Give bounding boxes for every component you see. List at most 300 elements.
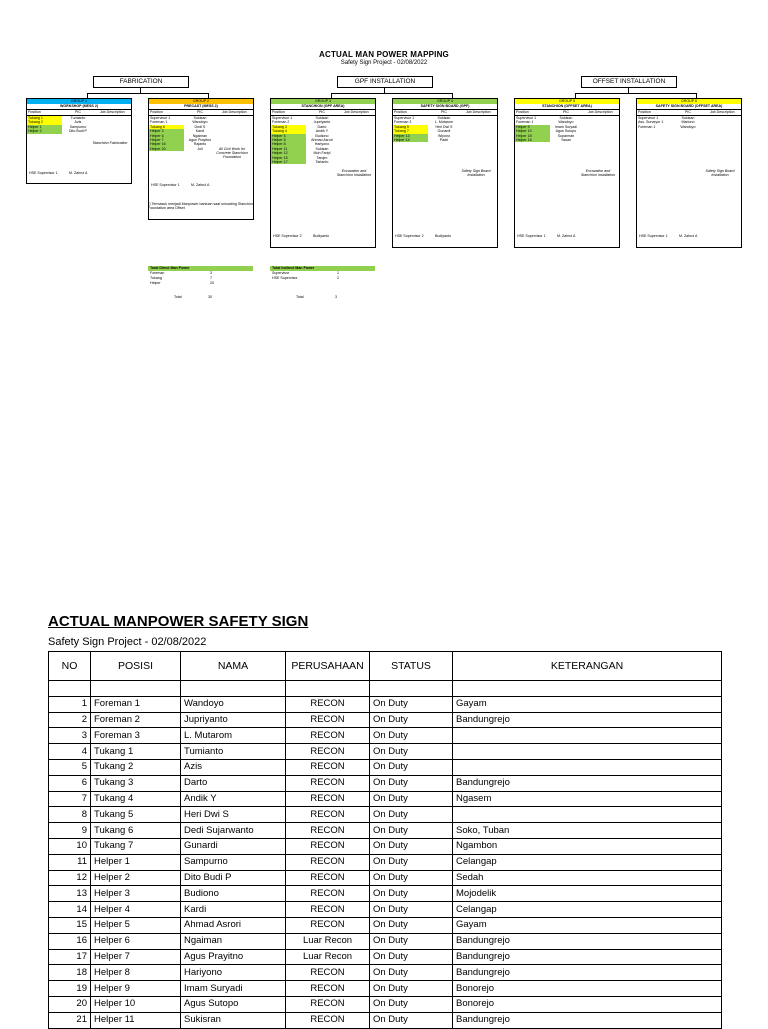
- member-position: Foreman 2: [272, 120, 290, 125]
- cell-posisi: Helper 4: [91, 902, 181, 918]
- cell-posisi: Tukang 1: [91, 744, 181, 760]
- member-position: Tukang 2: [27, 120, 62, 124]
- cell-nama: Sampurno: [181, 854, 286, 870]
- job-description: Safety Sign Board Installation: [461, 169, 491, 178]
- member-position: Helper 12: [271, 151, 306, 155]
- cell-perusahaan: RECON: [286, 791, 370, 807]
- group-col-header: Position: [272, 110, 285, 114]
- cell-no: 10: [49, 838, 91, 854]
- summary-label: HSE Supervisor: [272, 276, 298, 280]
- member-position: Helper 20: [149, 147, 184, 151]
- cell-posisi: Helper 5: [91, 917, 181, 933]
- member-pic: Tarqim: [316, 155, 328, 160]
- member-pic: Tumianto: [70, 116, 86, 120]
- group-member-row: [637, 125, 741, 129]
- cell-perusahaan: RECON: [286, 838, 370, 854]
- indirect-summary-title: Total Indirect Man Power: [270, 266, 375, 271]
- member-pic: Juli: [197, 146, 203, 151]
- member-pic: Padri: [439, 137, 449, 142]
- cell-perusahaan: RECON: [286, 870, 370, 886]
- cell-status: On Duty: [370, 949, 453, 965]
- table-row: [49, 728, 722, 744]
- member-pic: Tarianto: [315, 159, 329, 164]
- group-box: [636, 98, 742, 248]
- member-pic: Darto: [317, 124, 327, 129]
- member-position: Tukang 6: [149, 125, 184, 129]
- table-row: [49, 823, 722, 839]
- cell-status: On Duty: [370, 870, 453, 886]
- member-position: Helper 9: [515, 125, 550, 129]
- member-position: Helper 2: [27, 129, 62, 133]
- cell-no: 3: [49, 728, 91, 744]
- cell-perusahaan: Luar Recon: [286, 949, 370, 965]
- member-position: Tukang 4: [271, 129, 306, 133]
- connector: [331, 93, 453, 94]
- cell-no: 18: [49, 965, 91, 981]
- table-row: [49, 965, 722, 981]
- group-box: [514, 98, 620, 248]
- member-position: Helper 8: [271, 142, 306, 146]
- group-col-header: Job Description: [709, 110, 735, 114]
- connector: [575, 93, 697, 94]
- cell-posisi: Foreman 2: [91, 712, 181, 728]
- group-label: GROUP 4: [393, 99, 497, 104]
- group-box: [392, 98, 498, 248]
- cell-perusahaan: RECON: [286, 728, 370, 744]
- cell-no: 14: [49, 902, 91, 918]
- table-row: [49, 696, 722, 712]
- hse-supervisor-role: HSE Supervisor 2: [273, 234, 302, 238]
- member-position: Helper 1: [27, 125, 62, 129]
- cell-keterangan: Ngambon: [453, 838, 722, 854]
- member-pic: Sampurno: [69, 124, 87, 129]
- cell-no: 19: [49, 981, 91, 997]
- cell-posisi: Tukang 4: [91, 791, 181, 807]
- cell-no: 1: [49, 696, 91, 712]
- cell-status: On Duty: [370, 933, 453, 949]
- cell-status: On Duty: [370, 775, 453, 791]
- mapping-title: ACTUAL MAN POWER MAPPING: [319, 50, 449, 59]
- cell-status: On Duty: [370, 759, 453, 775]
- cell-keterangan: Gayam: [453, 696, 722, 712]
- cell-posisi: Helper 10: [91, 996, 181, 1012]
- group-note: *) Termasuk menjadi Manpower bantuan saat unloading Stanchion Foundation area Offset: [148, 202, 254, 211]
- member-pic: Agus Prayitno: [188, 137, 212, 142]
- cell-nama: Sukisran: [181, 1012, 286, 1028]
- cell-keterangan: Celangap: [453, 902, 722, 918]
- cell-posisi: Helper 1: [91, 854, 181, 870]
- hse-supervisor-name: Budiyanto: [313, 234, 329, 238]
- cell-status: On Duty: [370, 823, 453, 839]
- cell-keterangan: Bonorejo: [453, 996, 722, 1012]
- member-pic: Suparman: [557, 133, 575, 138]
- summary-total-value: 3: [335, 295, 337, 299]
- table-row: [49, 791, 722, 807]
- cell-no: 5: [49, 759, 91, 775]
- cell-status: On Duty: [370, 838, 453, 854]
- cell-nama: Ahmad Asrori: [181, 917, 286, 933]
- cell-nama: L. Mutarom: [181, 728, 286, 744]
- job-description: Safety Sign Board Installation: [705, 169, 735, 178]
- member-pic: Dito Budi P: [68, 129, 87, 134]
- cell-keterangan: Soko, Tuban: [453, 823, 722, 839]
- cell-status: On Duty: [370, 791, 453, 807]
- member-position: Helper 6: [149, 134, 184, 138]
- cell-posisi: Helper 6: [91, 933, 181, 949]
- group-name: STANCHION (OFFSET AREA): [515, 104, 619, 110]
- cell-posisi: Helper 3: [91, 886, 181, 902]
- cell-perusahaan: RECON: [286, 744, 370, 760]
- group-col-header: PIC: [196, 110, 203, 114]
- member-pic: Imam Suryadi: [554, 124, 578, 129]
- cell-keterangan: [453, 759, 722, 775]
- job-description: All Civil Work for Concrete Stanchion Foundation: [216, 147, 248, 160]
- cell-keterangan: Bandungrejo: [453, 712, 722, 728]
- member-pic: Jupriyanto: [313, 120, 331, 125]
- member-position: Helper 13: [393, 134, 428, 138]
- table-row: [49, 981, 722, 997]
- cell-posisi: Tukang 2: [91, 759, 181, 775]
- cell-perusahaan: RECON: [286, 996, 370, 1012]
- cell-nama: Wandoyo: [181, 696, 286, 712]
- member-position: Foreman 1: [516, 120, 534, 125]
- hse-supervisor-name: M. Zahrul A: [679, 234, 698, 238]
- member-pic: L. Mutarom: [434, 120, 454, 125]
- cell-keterangan: Bonorejo: [453, 981, 722, 997]
- group-col-header: Position: [150, 110, 163, 114]
- cell-keterangan: Sedah: [453, 870, 722, 886]
- cell-no: 2: [49, 712, 91, 728]
- hse-supervisor-role: HSE Supervisor 1: [151, 183, 180, 187]
- col-header-keterangan: KETERANGAN: [453, 652, 722, 681]
- summary-label: Tukang: [150, 276, 162, 280]
- member-position: Helper 16: [149, 142, 184, 146]
- cell-nama: [181, 681, 286, 697]
- cell-no: 16: [49, 933, 91, 949]
- hse-supervisor-name: Budiyanto: [435, 234, 451, 238]
- hse-supervisor-role: HSE Supervisor 1: [639, 234, 668, 238]
- manpower-table: [48, 651, 722, 1029]
- group-col-header: Position: [516, 110, 529, 114]
- table-row: [49, 886, 722, 902]
- cell-posisi: Tukang 3: [91, 775, 181, 791]
- job-description: Excavation and Stanchion Installation: [336, 169, 372, 178]
- member-pic: Ahmad Asrori: [311, 137, 333, 142]
- cell-perusahaan: RECON: [286, 696, 370, 712]
- table-row: [49, 681, 722, 697]
- cell-perusahaan: RECON: [286, 981, 370, 997]
- cell-perusahaan: [286, 681, 370, 697]
- group-col-header: PIC: [74, 110, 81, 114]
- cell-nama: Andik Y: [181, 791, 286, 807]
- table-row: [49, 759, 722, 775]
- group-name: PRECAST (MESS 2): [149, 104, 253, 110]
- cell-posisi: Foreman 3: [91, 728, 181, 744]
- cell-no: 12: [49, 870, 91, 886]
- cell-nama: Darto: [181, 775, 286, 791]
- group-col-header: Job Description: [99, 110, 125, 114]
- group-name: WORKSHOP (MESS 2): [27, 104, 131, 110]
- cell-keterangan: [453, 728, 722, 744]
- member-position: Helper 15: [271, 156, 306, 160]
- member-position: Helper 5: [271, 134, 306, 138]
- summary-label: Foreman: [150, 271, 165, 275]
- cell-status: On Duty: [370, 807, 453, 823]
- member-pic: Ngaiman: [192, 133, 208, 138]
- table-row: [49, 870, 722, 886]
- member-position: Helper 11: [271, 147, 306, 151]
- cell-posisi: Tukang 6: [91, 823, 181, 839]
- member-pic: Marlono: [681, 120, 695, 125]
- job-description: Stanchion Fabrication: [92, 141, 128, 145]
- cell-perusahaan: RECON: [286, 807, 370, 823]
- cell-keterangan: Bandungrejo: [453, 965, 722, 981]
- cell-no: 7: [49, 791, 91, 807]
- member-position: Helper 14: [393, 138, 428, 142]
- indirect-manpower-summary: [270, 266, 375, 300]
- hse-supervisor-name: M. Zahrul A: [191, 183, 210, 187]
- col-header-no: NO: [49, 652, 91, 681]
- cell-nama: Kardi: [181, 902, 286, 918]
- group-label: GROUP 5: [515, 99, 619, 104]
- cell-status: On Duty: [370, 712, 453, 728]
- direct-summary-title: Total Direct Man Power: [148, 266, 253, 271]
- summary-total-label: Total: [296, 295, 304, 299]
- cell-no: 9: [49, 823, 91, 839]
- cell-status: On Duty: [370, 1012, 453, 1028]
- section-offset-installation: OFFSET INSTALLATION: [581, 76, 677, 88]
- cell-status: On Duty: [370, 981, 453, 997]
- cell-keterangan: Ngasem: [453, 791, 722, 807]
- cell-perusahaan: RECON: [286, 886, 370, 902]
- cell-nama: Agus Prayitno: [181, 949, 286, 965]
- member-position: Foreman 1: [150, 120, 168, 125]
- member-position: Supervisor 1: [638, 116, 659, 120]
- cell-perusahaan: RECON: [286, 712, 370, 728]
- cell-keterangan: Mojodelik: [453, 886, 722, 902]
- cell-posisi: Helper 7: [91, 949, 181, 965]
- group-col-header: Job Description: [587, 110, 613, 114]
- group-box: [26, 98, 132, 184]
- cell-posisi: Helper 2: [91, 870, 181, 886]
- cell-nama: Tumianto: [181, 744, 286, 760]
- hse-supervisor-role: HSE Supervisor 1: [517, 234, 546, 238]
- group-col-header: Job Description: [465, 110, 491, 114]
- cell-no: 20: [49, 996, 91, 1012]
- table-row: [49, 807, 722, 823]
- group-name: STANCHION (GPF AREA): [271, 104, 375, 110]
- mapping-subtitle: Safety Sign Project - 02/08/2022: [340, 60, 428, 66]
- cell-status: On Duty: [370, 744, 453, 760]
- summary-total-value: 30: [208, 295, 212, 299]
- cell-posisi: Helper 9: [91, 981, 181, 997]
- cell-nama: Dito Budi P: [181, 870, 286, 886]
- group-col-header: Job Description: [343, 110, 369, 114]
- cell-no: 17: [49, 949, 91, 965]
- manpower-table-body: [49, 681, 722, 1029]
- member-pic: Sukisan: [559, 116, 573, 120]
- table-row: [49, 854, 722, 870]
- member-position: Helper 16: [515, 138, 550, 142]
- group-col-header: PIC: [440, 110, 447, 114]
- hse-supervisor-role: HSE Supervisor 2: [395, 234, 424, 238]
- member-pic: Dedi S: [194, 124, 206, 129]
- cell-status: On Duty: [370, 917, 453, 933]
- cell-perusahaan: RECON: [286, 1012, 370, 1028]
- member-position: Supervisor 1: [516, 116, 537, 120]
- cell-no: 21: [49, 1012, 91, 1028]
- member-position: Helper 18: [515, 134, 550, 138]
- col-header-nama: NAMA: [181, 652, 286, 681]
- cell-keterangan: [453, 807, 722, 823]
- table-row: [49, 933, 722, 949]
- cell-nama: Imam Suryadi: [181, 981, 286, 997]
- cell-keterangan: Bandungrejo: [453, 949, 722, 965]
- group-col-header: Job Description: [221, 110, 247, 114]
- summary-label: Helper: [150, 281, 161, 285]
- member-position: Helper 10: [515, 129, 550, 133]
- section-gpf-installation: GPF INSTALLATION: [337, 76, 433, 88]
- job-description: Excavation and Stanchion Installation: [580, 169, 616, 178]
- group-label: GROUP 6: [637, 99, 741, 104]
- summary-total-label: Total: [174, 295, 182, 299]
- cell-no: 6: [49, 775, 91, 791]
- cell-perusahaan: RECON: [286, 823, 370, 839]
- group-col-header: PIC: [684, 110, 691, 114]
- col-header-status: STATUS: [370, 652, 453, 681]
- member-position: Helper 3: [149, 129, 184, 133]
- cell-nama: Dedi Sujarwanto: [181, 823, 286, 839]
- table-row: [49, 744, 722, 760]
- cell-status: On Duty: [370, 886, 453, 902]
- cell-no: 8: [49, 807, 91, 823]
- cell-perusahaan: RECON: [286, 917, 370, 933]
- hse-supervisor-role: HSE Supervisor 1: [29, 171, 58, 175]
- cell-keterangan: [453, 681, 722, 697]
- member-pic: Sukisan: [681, 116, 695, 120]
- group-member-row: [27, 129, 131, 133]
- group-member-row: [515, 138, 619, 142]
- member-position: Ass. Surveyor 1: [638, 120, 664, 125]
- member-position: Helper 17: [271, 160, 306, 164]
- cell-perusahaan: RECON: [286, 854, 370, 870]
- col-header-posisi: POSISI: [91, 652, 181, 681]
- table-row: [49, 949, 722, 965]
- col-header-perusahaan: PERUSAHAAN: [286, 652, 370, 681]
- member-position: Supervisor 1: [394, 116, 415, 120]
- member-position: Supervisor 1: [150, 116, 171, 120]
- member-pic: Wandoyo: [192, 120, 208, 125]
- cell-status: On Duty: [370, 902, 453, 918]
- section-fabrication: FABRICATION: [93, 76, 189, 88]
- cell-no: 4: [49, 744, 91, 760]
- cell-keterangan: Bandungrejo: [453, 1012, 722, 1028]
- cell-posisi: Helper 11: [91, 1012, 181, 1028]
- cell-status: On Duty: [370, 854, 453, 870]
- member-position: Tukang 7: [393, 129, 428, 133]
- cell-status: On Duty: [370, 696, 453, 712]
- cell-keterangan: Bandungrejo: [453, 933, 722, 949]
- member-pic: Agus Sutopo: [555, 129, 577, 134]
- cell-status: On Duty: [370, 965, 453, 981]
- cell-perusahaan: RECON: [286, 965, 370, 981]
- member-pic: Heri Dwi S: [435, 124, 453, 129]
- cell-nama: Heri Dwi S: [181, 807, 286, 823]
- cell-no: 13: [49, 886, 91, 902]
- member-pic: Wandoyo: [680, 124, 696, 129]
- cell-nama: Gunardi: [181, 838, 286, 854]
- group-label: GROUP 1: [27, 99, 131, 104]
- summary-value: 7: [210, 276, 212, 280]
- member-pic: Wandoyo: [558, 120, 574, 125]
- table-row: [49, 838, 722, 854]
- member-pic: Azis: [74, 120, 82, 125]
- member-pic: Budiono: [315, 133, 329, 138]
- cell-posisi: Foreman 1: [91, 696, 181, 712]
- report-subtitle: Safety Sign Project - 02/08/2022: [48, 636, 207, 648]
- group-label: GROUP 3: [271, 99, 375, 104]
- member-pic: Yauan: [560, 137, 572, 142]
- summary-value: 2: [337, 276, 339, 280]
- member-pic: Sukisan: [193, 116, 207, 120]
- group-col-header: PIC: [562, 110, 569, 114]
- cell-perusahaan: Luar Recon: [286, 933, 370, 949]
- group-label: GROUP 2: [149, 99, 253, 104]
- member-position: Helper 7: [149, 138, 184, 142]
- summary-value: 20: [210, 281, 214, 285]
- cell-perusahaan: RECON: [286, 759, 370, 775]
- group-member-row: [271, 160, 375, 164]
- member-pic: Moh Faripl: [313, 151, 331, 156]
- member-pic: Rajanto: [193, 142, 207, 147]
- table-row: [49, 996, 722, 1012]
- hse-supervisor-name: M. Zahrul A: [69, 171, 88, 175]
- member-position: Tukang 5: [393, 125, 428, 129]
- connector: [87, 93, 209, 94]
- member-pic: Sukisan: [315, 146, 329, 151]
- table-row: [49, 1012, 722, 1028]
- member-pic: Kardi: [195, 129, 205, 134]
- member-position: Tukang 1: [27, 116, 62, 120]
- member-position: Helper 5: [271, 138, 306, 142]
- cell-no: 11: [49, 854, 91, 870]
- member-pic: Sukisan: [315, 116, 329, 120]
- cell-perusahaan: RECON: [286, 775, 370, 791]
- member-position: Foreman 1: [638, 124, 656, 129]
- group-name: SAFETY SIGN BOARD (GPF): [393, 104, 497, 110]
- table-row: [49, 712, 722, 728]
- cell-posisi: [91, 681, 181, 697]
- cell-nama: Hariyono: [181, 965, 286, 981]
- table-row: [49, 902, 722, 918]
- summary-value: 1: [337, 271, 339, 275]
- cell-status: On Duty: [370, 996, 453, 1012]
- cell-keterangan: Gayam: [453, 917, 722, 933]
- table-header-row: [49, 652, 722, 681]
- member-position: Tukang 3: [271, 125, 306, 129]
- member-position: Foreman 3: [394, 120, 412, 125]
- cell-posisi: Tukang 5: [91, 807, 181, 823]
- cell-no: [49, 681, 91, 697]
- cell-nama: Ngaiman: [181, 933, 286, 949]
- group-col-header: Position: [394, 110, 407, 114]
- group-box: [270, 98, 376, 248]
- cell-keterangan: [453, 744, 722, 760]
- cell-nama: Azis: [181, 759, 286, 775]
- member-pic: Gunardi: [437, 129, 451, 134]
- cell-nama: Jupriyanto: [181, 712, 286, 728]
- group-member-row: [393, 138, 497, 142]
